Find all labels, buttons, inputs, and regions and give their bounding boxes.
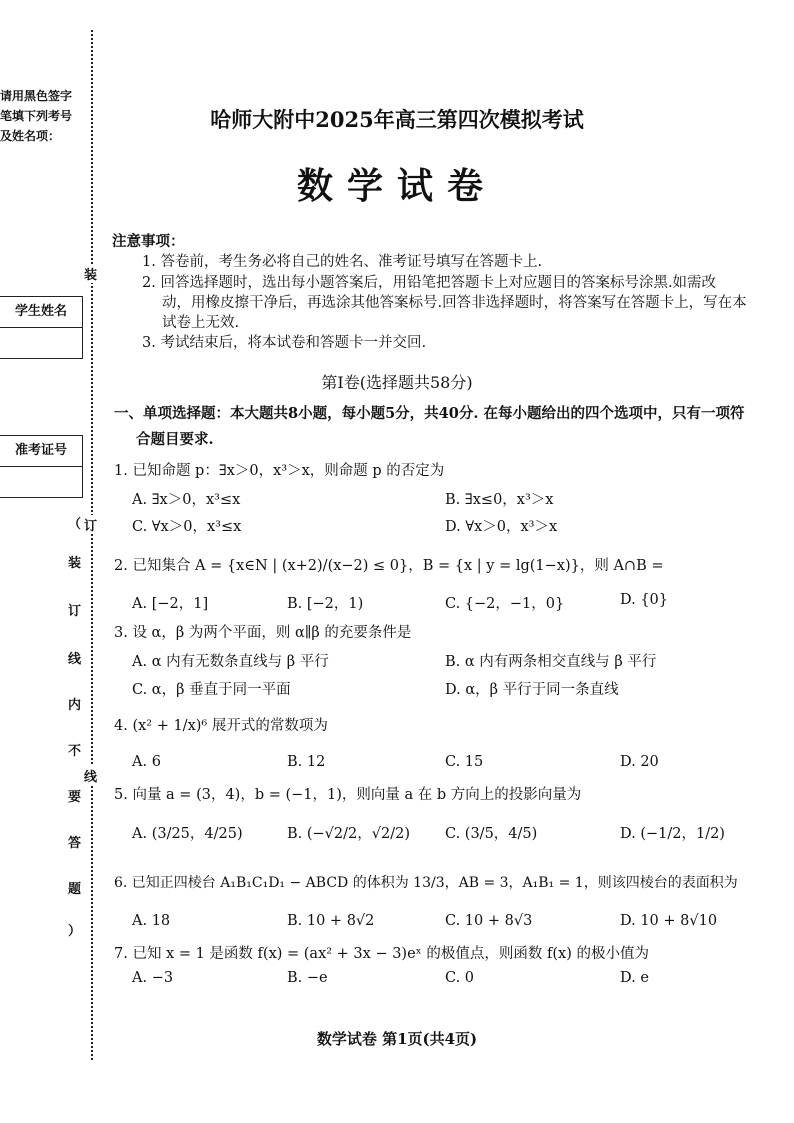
student-name-label: 学生姓名 — [0, 297, 82, 328]
vertical-notice-char: 要 — [68, 790, 82, 805]
binding-mark-xian: 线 — [84, 766, 97, 785]
question-stem: 6. 已知正四棱台 A₁B₁C₁D₁ − ABCD 的体积为 13/3，AB = 3，A₁B₁ = 1，则该四棱台的表面积为 — [114, 875, 738, 891]
option-a: A. ∃x＞0，x³≤x — [132, 492, 241, 508]
vertical-notice-char: ） — [68, 924, 82, 939]
exam-id-field[interactable] — [0, 467, 82, 497]
exam-id-label: 准考证号 — [0, 436, 82, 467]
option-d: D. {0} — [620, 592, 669, 608]
option-d: D. 10 + 8√10 — [620, 913, 718, 929]
option-c: C. 15 — [445, 754, 484, 770]
option-a: A. −3 — [132, 970, 174, 986]
binding-mark-zhuang: 装 — [84, 264, 97, 283]
question-stem: 3. 设 α，β 为两个平面，则 α∥β 的充要条件是 — [114, 625, 412, 641]
vertical-notice-char: 装 — [68, 556, 82, 571]
exam-title: 哈师大附中2025年高三第四次模拟考试 — [210, 107, 584, 132]
page-footer: 数学试卷 第1页(共4页) — [316, 1030, 478, 1048]
question-stem: 7. 已知 x = 1 是函数 f(x) = (ax² + 3x − 3)eˣ 的极值点，则函数 f(x) 的极小值为 — [114, 946, 649, 962]
notice-heading: 注意事项： — [112, 233, 185, 250]
option-b: B. ∃x≤0，x³＞x — [445, 492, 554, 508]
vertical-notice-char: 内 — [68, 698, 82, 713]
subject-title: 数学试卷 — [296, 165, 497, 207]
option-b: B. [−2，1) — [287, 596, 364, 612]
option-a: A. 6 — [132, 754, 161, 770]
option-b: B. 12 — [287, 754, 326, 770]
vertical-notice-char: 不 — [68, 744, 82, 759]
option-a: A. α 内有无数条直线与 β 平行 — [132, 654, 329, 670]
option-c: C. α，β 垂直于同一平面 — [132, 682, 291, 698]
option-c: C. (3/5，4/5) — [445, 826, 538, 842]
vertical-notice-char: （ — [68, 517, 82, 532]
side-instruction-line: 请用黑色签字 — [0, 89, 73, 103]
vertical-notice-char: 答 — [68, 836, 82, 851]
part1-instruction: 合题目要求. — [136, 431, 214, 448]
option-c: C. {−2，−1，0} — [445, 596, 565, 612]
notice-item: 动，用橡皮擦干净后，再选涂其他答案标号.回答非选择题时，将答案写在答题卡上，写在本 — [162, 295, 747, 311]
notice-item: 1. 答卷前，考生务必将自己的姓名、准考证号填写在答题卡上. — [142, 254, 543, 270]
notice-item: 2. 回答选择题时，选出每小题答案后，用铅笔把答题卡上对应题目的答案标号涂黑.如需改 — [142, 275, 717, 291]
option-b: B. α 内有两条相交直线与 β 平行 — [445, 654, 657, 670]
option-a: A. (3/25，4/25) — [132, 826, 243, 842]
notice-item: 试卷上无效. — [162, 315, 240, 331]
student-name-field[interactable] — [0, 328, 82, 358]
option-d: D. ∀x＞0，x³＞x — [445, 519, 558, 535]
option-b: B. (−√2/2，√2/2) — [287, 826, 410, 842]
option-a: A. [−2，1] — [132, 596, 209, 612]
notice-item: 3. 考试结束后，将本试卷和答题卡一并交回. — [142, 335, 427, 351]
option-c: C. 0 — [445, 970, 475, 986]
option-d: D. α，β 平行于同一条直线 — [445, 682, 619, 698]
student-name-box — [0, 296, 83, 359]
question-stem: 5. 向量 a = (3，4)，b = (−1，1)，则向量 a 在 b 方向上的投影向量为 — [114, 787, 582, 803]
side-instruction-line: 笔填下列考号 — [0, 109, 73, 123]
option-c: C. ∀x＞0，x³≤x — [132, 519, 242, 535]
question-stem: 1. 已知命题 p：∃x＞0，x³＞x，则命题 p 的否定为 — [114, 463, 445, 479]
binding-mark-ding: 订 — [84, 515, 97, 534]
option-a: A. 18 — [132, 913, 171, 929]
option-b: B. −e — [287, 970, 328, 986]
vertical-notice-char: 订 — [68, 604, 82, 619]
option-c: C. 10 + 8√3 — [445, 913, 533, 929]
vertical-notice-char: 题 — [68, 882, 82, 897]
vertical-notice-char: 线 — [68, 652, 82, 667]
option-d: D. 20 — [620, 754, 659, 770]
option-b: B. 10 + 8√2 — [287, 913, 375, 929]
section-title: 第Ⅰ卷(选择题共58分) — [321, 373, 473, 392]
exam-id-box — [0, 435, 83, 498]
part1-instruction: 一、单项选择题：本大题共8小题，每小题5分，共40分. 在每小题给出的四个选项中，只有一项符 — [114, 405, 745, 422]
option-d: D. (−1/2，1/2) — [620, 826, 725, 842]
question-stem: 2. 已知集合 A = {x∈N | (x+2)/(x−2) ≤ 0}，B = {x | y = lg(1−x)}，则 A∩B = — [114, 558, 664, 574]
option-d: D. e — [620, 970, 649, 986]
side-instruction-line: 及姓名项： — [0, 129, 61, 143]
question-stem: 4. (x² + 1/x)⁶ 展开式的常数项为 — [114, 718, 328, 734]
